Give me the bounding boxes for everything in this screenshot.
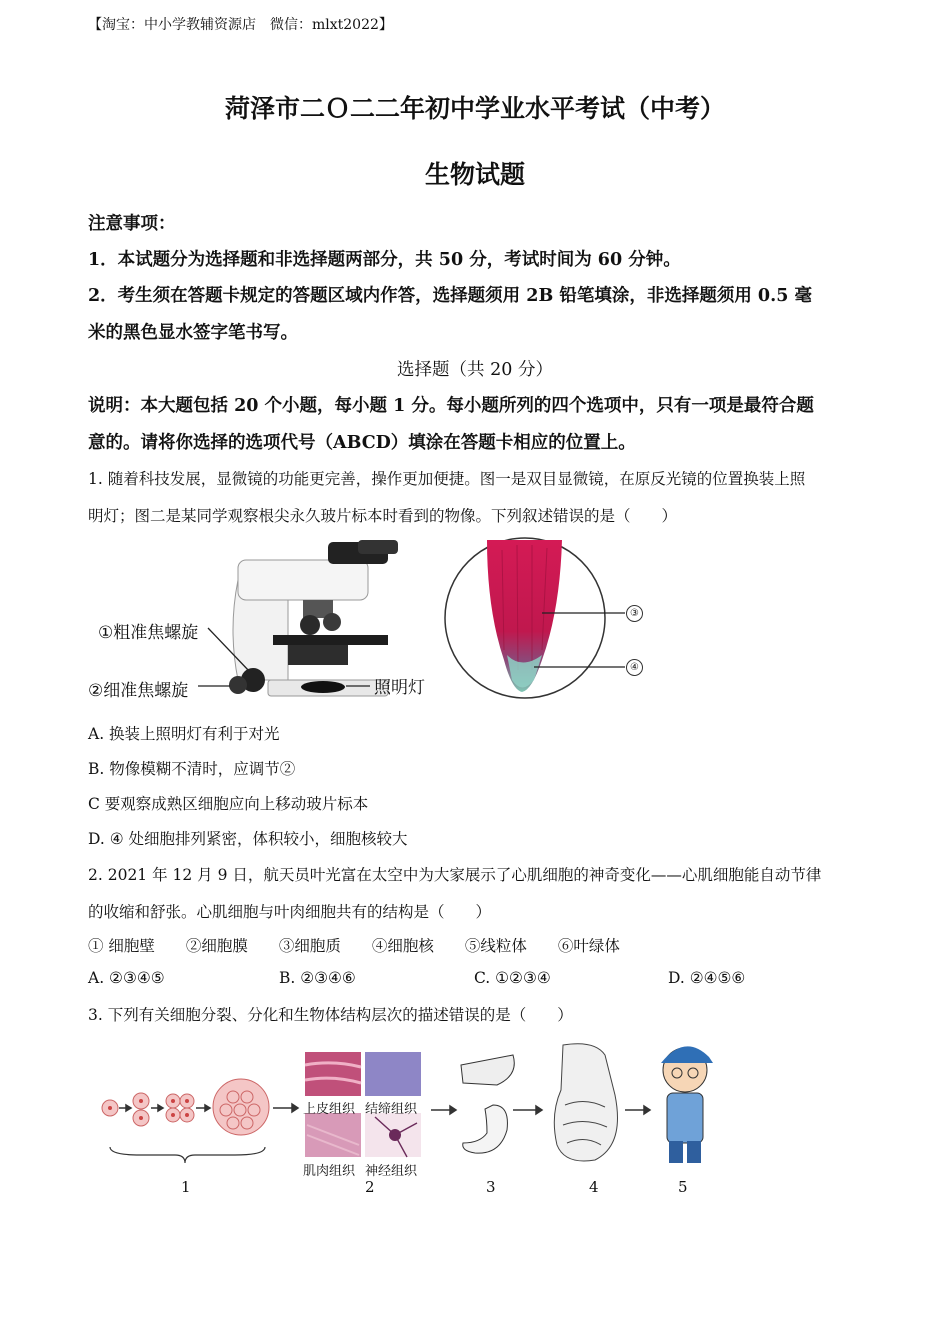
q1-stem-line1: 1. 随着科技发展，显微镜的功能更完善，操作更加便捷。图一是双目显微镜，在原反光镜的位置换装上照	[88, 470, 806, 488]
q1-option-b: B. 物像模糊不清时，应调节②	[88, 760, 296, 778]
exam-title: 菏泽市二Ｏ二二年初中学业水平考试（中考）	[224, 94, 725, 123]
step-number-3: 3	[486, 1178, 496, 1196]
notice-item-2-line2: 米的黑色显水签字笔书写。	[88, 323, 298, 343]
q2-option-c: C. ①②③④	[474, 969, 551, 987]
section-desc-line1: 说明：本大题包括 20 个小题，每小题 1 分。每小题所列的四个选项中，只有一项是最符合题	[88, 396, 814, 416]
step-number-1: 1	[181, 1178, 191, 1196]
q2-option-a: A. ②③④⑤	[88, 969, 165, 987]
source-note: 【淘宝：中小学教辅资源店 微信：mlxt2022】	[88, 17, 393, 33]
q2-option-b: B. ②③④⑥	[279, 969, 356, 987]
label-coarse-focus: ①粗准焦螺旋	[98, 623, 199, 643]
notice-item-2-line1: 2．考生须在答题卡规定的答题区域内作答，选择题须用 2B 铅笔填涂，非选择题须用 0.5 毫	[88, 286, 812, 306]
q1-option-d: D. ④ 处细胞排列紧密，体积较小，细胞核较大	[88, 830, 408, 848]
label-muscle-tissue: 肌肉组织	[303, 1164, 356, 1179]
hierarchy-figure	[95, 1035, 725, 1200]
notice-item-1: 1．本试题分为选择题和非选择题两部分，共 50 分，考试时间为 60 分钟。	[88, 250, 681, 270]
step-number-5: 5	[678, 1178, 688, 1196]
step-number-4: 4	[589, 1178, 599, 1196]
q2-items: ① 细胞壁 ②细胞膜 ③细胞质 ④细胞核 ⑤线粒体 ⑥叶绿体	[88, 937, 620, 955]
section-desc-line2: 意的。请将你选择的选项代号（ABCD）填涂在答题卡相应的位置上。	[88, 433, 636, 453]
label-epithelial-tissue: 上皮组织	[303, 1102, 356, 1117]
label-nerve-tissue: 神经组织	[365, 1164, 418, 1179]
q1-option-c: C 要观察成熟区细胞应向上移动玻片标本	[88, 795, 369, 813]
marker-4: ④	[626, 659, 643, 676]
q2-option-d: D. ②④⑤⑥	[668, 969, 746, 987]
label-fine-focus: ②细准焦螺旋	[88, 681, 189, 701]
q1-stem-line2: 明灯；图二是某同学观察根尖永久玻片标本时看到的物像。下列叙述错误的是（ ）	[88, 507, 678, 525]
q3-stem: 3. 下列有关细胞分裂、分化和生物体结构层次的描述错误的是（ ）	[88, 1006, 573, 1024]
label-connective-tissue: 结缔组织	[365, 1102, 418, 1117]
section-title: 选择题（共 20 分）	[397, 360, 553, 380]
label-lamp: 照明灯	[374, 678, 425, 698]
q1-option-a: A. 换装上照明灯有利于对光	[88, 725, 280, 743]
root-tip-figure	[442, 530, 667, 705]
exam-subtitle: 生物试题	[424, 160, 525, 189]
q2-stem-line2: 的收缩和舒张。心肌细胞与叶肉细胞共有的结构是（ ）	[88, 903, 492, 921]
microscope-figure	[88, 540, 433, 705]
notice-heading: 注意事项：	[88, 214, 176, 234]
step-number-2: 2	[365, 1178, 375, 1196]
q2-stem-line1: 2. 2021 年 12 月 9 日，航天员叶光富在太空中为大家展示了心肌细胞的神奇变化——心肌细胞能自动节律	[88, 866, 822, 884]
marker-3: ③	[626, 605, 643, 622]
